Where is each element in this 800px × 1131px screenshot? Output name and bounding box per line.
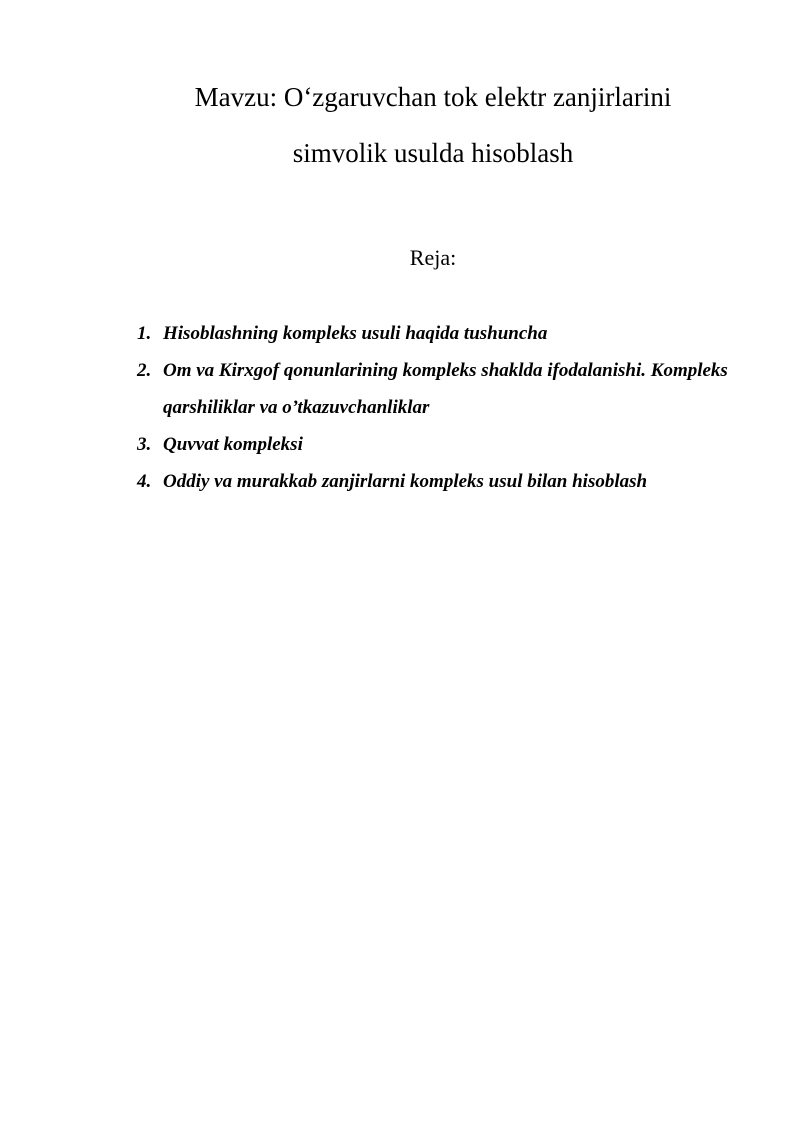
title-line-2: simvolik usulda hisoblash: [292, 138, 574, 168]
plan-item-4: [137, 463, 777, 500]
plan-item-1: [137, 315, 777, 352]
plan-item-number: 1.: [137, 323, 152, 344]
plan-item-text: Oddiy va murakkab zanjirlarni kompleks usul bilan hisoblash: [163, 471, 648, 492]
plan-item-number: 3.: [137, 434, 152, 455]
plan-item-3: [137, 426, 777, 463]
plan-list: [137, 315, 777, 500]
plan-item-number: 4.: [137, 471, 152, 492]
plan-item-text: Om va Kirxgof qonunlarining kompleks shaklda ifodalanishi. Kompleks qarshiliklar va o’tkazuvchanliklar: [163, 360, 728, 418]
plan-item-number: 2.: [137, 360, 152, 381]
title-line-1: Mavzu: O‘zgaruvchan tok elektr zanjirlarini: [194, 82, 672, 112]
document-title: [100, 69, 766, 181]
plan-heading: Reja:: [409, 245, 457, 270]
plan-item-text: Quvvat kompleksi: [163, 434, 303, 455]
plan-item-text: Hisoblashning kompleks usuli haqida tushuncha: [163, 323, 548, 344]
plan-item-2: [137, 352, 777, 426]
